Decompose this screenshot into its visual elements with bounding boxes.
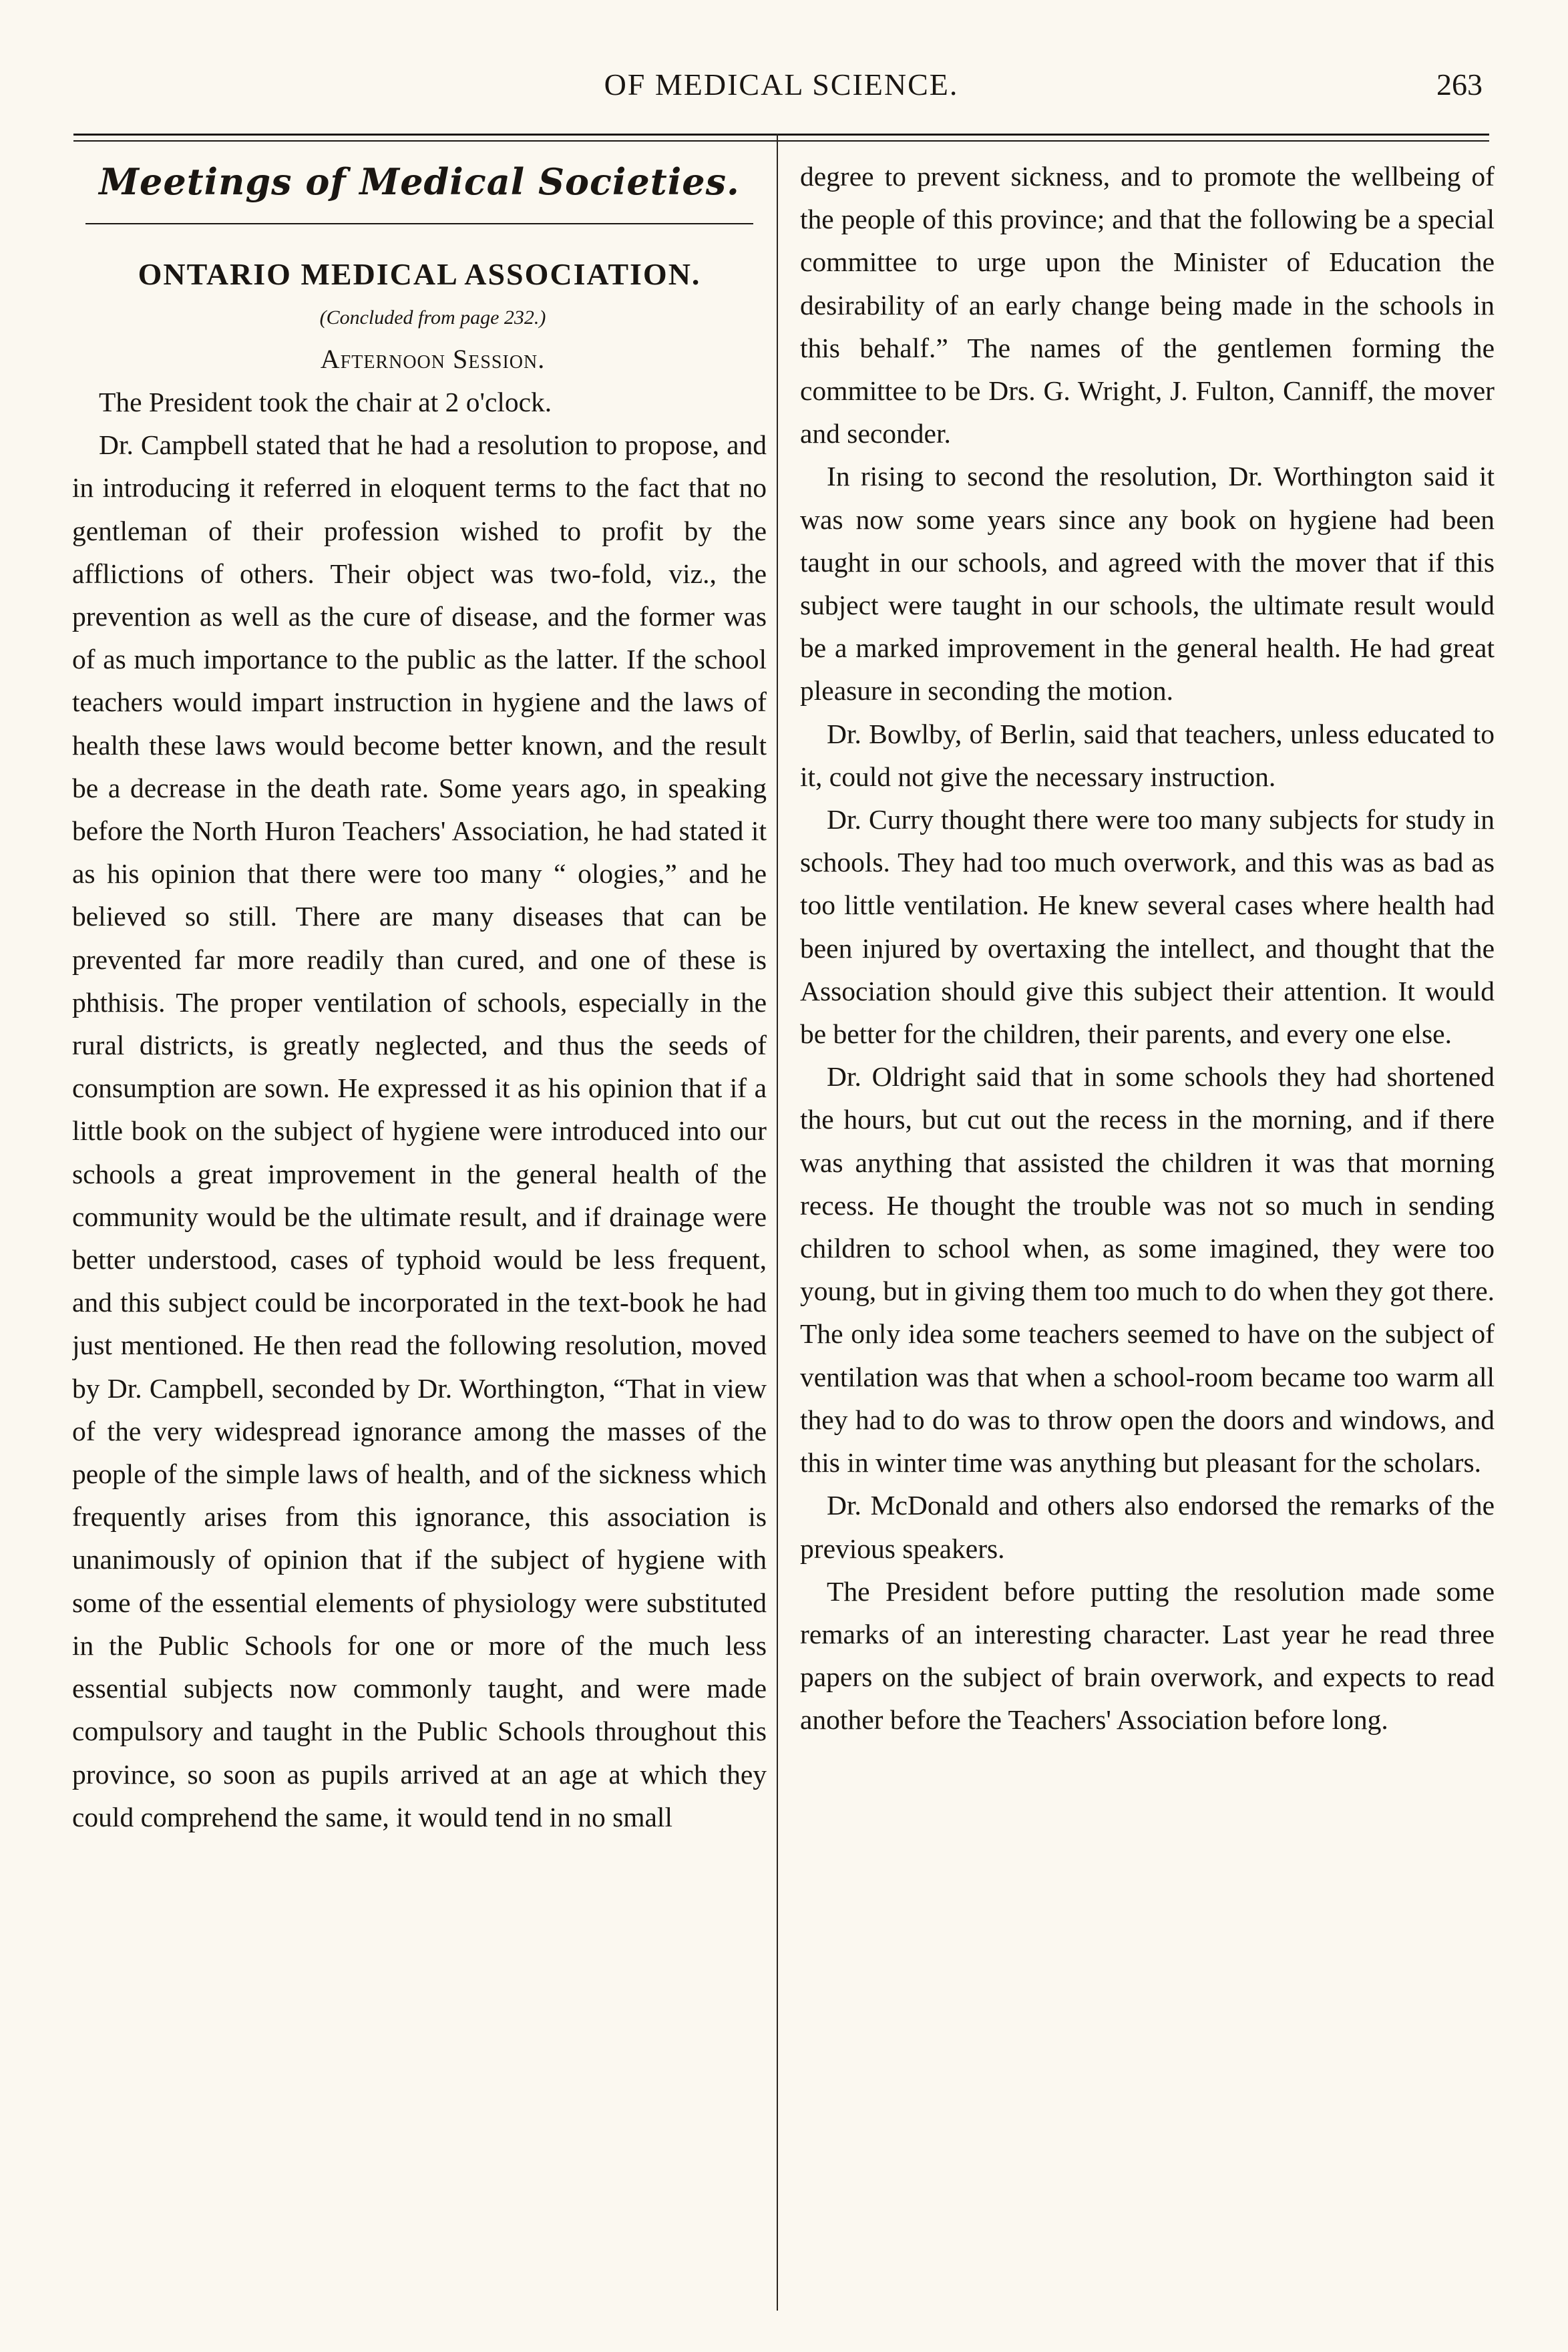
paragraph: Dr. Bowlby, of Berlin, said that teachers, unless educated to it, could not give the necessary instruction.	[800, 718, 1495, 792]
column-divider	[777, 134, 778, 2311]
paragraph: The President took the chair at 2 o'clock.	[99, 387, 552, 417]
paragraph: Dr. Campbell stated that he had a resolution to propose, and in introducing it referred in eloquent terms to the fact that no gentleman of their profession wished to profit by the afflictions of others. Their object was two-fold, viz., the prevention as well as the cure of disease, and the former was of as much importance to the public as the latter. If the school teachers would impart instruction in hygiene and the laws of health these laws would become better known, and the result be a decrease in the death rate. Some years ago, in speaking before the North Huron Teachers' Association, he had stated it as his opinion that there were too many “ ologies,” and he believed so still. There are many diseases that can be prevented far more readily than cured, and one of these is phthisis. The proper ventilation of schools, especially in the rural districts, is greatly neglected, and thus the seeds of consumption are sown. He expressed it as his opinion that if a little book on the subject of hygiene were introduced into our schools a great improvement in the general health of the community would be the ultimate result, and if drainage were better understood, cases of typhoid would be less frequent, and this subject could be incorporated in the text-book he had just mentioned. He then read the following resolution, moved by Dr. Campbell, seconded by Dr. Worthington, “That in view of the very widespread ignorance among the masses of the people of the simple laws of health, and of the sickness which frequently arises from this ignorance, this association is unanimously of opinion that if the subject of hygiene with some of the essential elements of physiology were substituted in the Public Schools for one or more of the much less essential subjects now commonly taught, and were made compulsory and taught in the Public Schools throughout this province, so soon as pupils arrived at an age at which they could comprehend the same, it would tend in no small	[72, 429, 767, 1832]
running-head	[80, 60, 1483, 114]
paragraph: The President before putting the resolution made some remarks of an interesting character. Last year he read three papers on the subject of brain overwork, and expects to read another before the Teachers' Association before long.	[800, 1575, 1495, 1736]
header-rule-thin	[73, 140, 1489, 142]
page-number: 263	[1436, 67, 1483, 102]
continuation-note: (Concluded from page 232.)	[319, 307, 546, 329]
right-column	[800, 155, 1495, 2319]
paragraph: Dr. Oldright said that in some schools they had shortened the hours, but cut out the recess in the morning, and if there was anything that assisted the children it was that morning recess. He thought the trouble was not so much in sending children to school when, as some imagined, they were too young, but in giving them too much to do when they got there. The only idea some teachers seemed to have on the subject of ventilation was that when a school-room became too warm all they had to do was to throw open the doors and windows, and this in winter time was anything but pleasant for the scholars.	[800, 1061, 1495, 1479]
left-column	[72, 155, 767, 2319]
header-rule	[73, 134, 1489, 136]
paragraph: Dr. McDonald and others also endorsed the remarks of the previous speakers.	[800, 1490, 1495, 1564]
paragraph: In rising to second the resolution, Dr. Worthington said it was now some years since any book on hygiene had been taught in our schools, and agreed with the mover that if this subject were taught in our schools, the ultimate result would be a marked improvement in the general health. He had great pleasure in seconding the motion.	[800, 461, 1495, 707]
session-heading: Afternoon Session.	[320, 344, 546, 374]
paragraph: Dr. Curry thought there were too many subjects for study in schools. They had too much overwork, and this was as bad as too little ventilation. He knew several cases where health had been injured by overtaxing the intellect, and thought that the Association should give this subject their attention. It would be better for the children, their parents, and every one else.	[800, 804, 1495, 1050]
section-title: Meetings of Medical Societies.	[99, 160, 740, 203]
paragraph: degree to prevent sickness, and to promote the wellbeing of the people of this province; and that the following be a special committee to urge upon the Minister of Education the desirability of an early change being made in the schools in this behalf.” The names of the gentlemen forming the committee to be Drs. G. Wright, J. Fulton, Canniff, the mover and seconder.	[800, 161, 1495, 449]
section-title-rule	[85, 223, 753, 224]
association-heading: ONTARIO MEDICAL ASSOCIATION.	[138, 257, 701, 291]
running-title: OF MEDICAL SCIENCE.	[604, 67, 959, 102]
